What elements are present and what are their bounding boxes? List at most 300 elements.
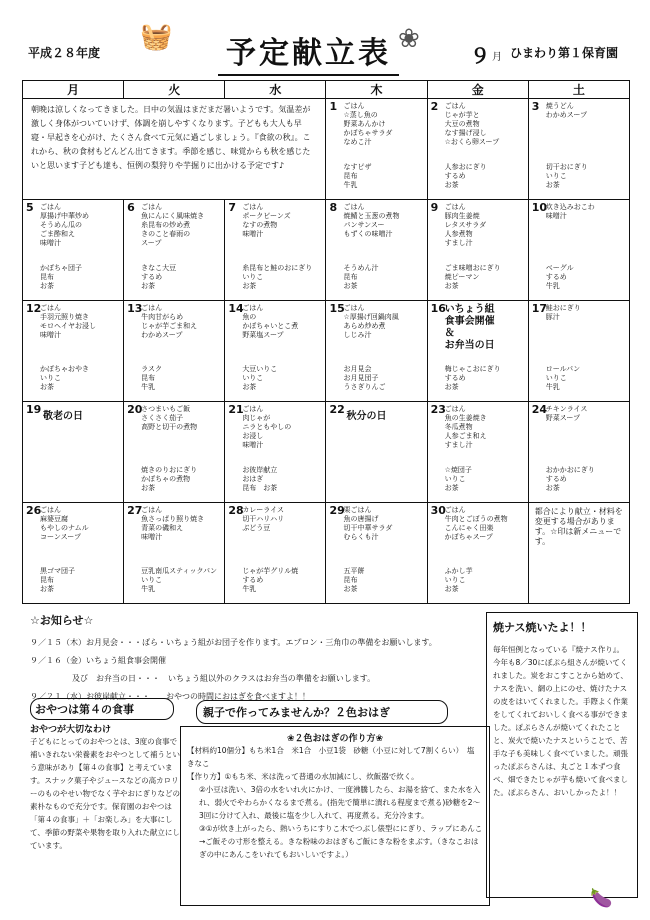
- day-cell: [528, 200, 629, 301]
- lunch-item: 厚揚げ中華炒め: [40, 212, 89, 220]
- snack-item: お茶: [444, 282, 459, 290]
- snack-item: 牛乳: [343, 181, 358, 189]
- snack-item: 焼きのりおにぎり: [141, 466, 198, 474]
- lunch-item: 野菜あんかけ: [343, 120, 386, 128]
- day-cell-content: [225, 200, 325, 300]
- lunch-menu: [445, 506, 526, 542]
- lunch-item: ごはん: [40, 506, 61, 514]
- lunch-item: わかめスープ: [545, 111, 588, 119]
- snack-item: お彼岸献立: [242, 466, 278, 474]
- day-cell-content: [23, 402, 123, 502]
- day-cell-content: [23, 301, 123, 401]
- day-cell-content: [326, 99, 426, 199]
- day-number: 7: [228, 201, 236, 214]
- lunch-item: さつまいもご飯: [141, 405, 191, 413]
- month-number: ９: [470, 44, 490, 68]
- lunch-menu: [141, 304, 222, 340]
- snack-item: お月見団子: [343, 374, 379, 382]
- snack-item: 昆布: [343, 273, 358, 281]
- special-event-line: ＆: [444, 328, 455, 339]
- lunch-item: チキンライス: [545, 405, 588, 413]
- lunch-menu: [445, 203, 526, 248]
- day-number: 14: [228, 302, 244, 315]
- snack-item: お茶: [545, 484, 560, 492]
- day-number: 28: [228, 504, 244, 517]
- lunch-item: パンサンスー: [343, 221, 385, 229]
- snack-item: いりこ: [242, 374, 264, 382]
- day-number: 17: [531, 302, 548, 315]
- snack-menu: [343, 264, 424, 291]
- lunch-item: こんにゃく田楽: [444, 524, 494, 532]
- snack-item: 大豆いりこ: [242, 365, 278, 373]
- day-cell-content: [529, 99, 629, 199]
- snack-item: するめ: [545, 475, 567, 483]
- day-cell-content: [124, 402, 224, 502]
- day-cell: [326, 99, 427, 200]
- lunch-item: 手羽元照り焼き: [40, 313, 89, 321]
- snack-menu: [242, 365, 323, 392]
- day-cell: [427, 503, 528, 604]
- snack-item: 焼ピーマン: [444, 273, 480, 281]
- lunch-item: そうめん瓜の: [40, 221, 82, 229]
- lunch-item: なすの煮物: [242, 221, 278, 229]
- day-number: 16: [430, 302, 446, 315]
- lunch-item: ☆おくら卵スープ: [444, 138, 500, 146]
- snack-item: 牛乳: [141, 585, 156, 593]
- snack-item: 牛乳: [141, 383, 156, 391]
- snack-item: お茶: [444, 585, 459, 593]
- lunch-item: 栗ごはん: [343, 506, 372, 514]
- ohagi-heading-box: [196, 700, 448, 724]
- lunch-item: 切干ハリハリ: [242, 515, 285, 523]
- snack-item: 糸昆布と鮭のおにぎり: [242, 264, 313, 272]
- day-number: 21: [228, 403, 244, 416]
- lunch-menu: [242, 203, 323, 239]
- snack-item: うさぎりんご: [343, 383, 386, 391]
- day-cell: [225, 301, 326, 402]
- lunch-item: ごま酢和え: [40, 230, 75, 238]
- weekday-fri: 金: [427, 81, 528, 99]
- day-number: 1: [329, 100, 338, 113]
- lunch-item: ☆厚揚げ回鍋肉風: [343, 313, 399, 321]
- lunch-menu: [546, 304, 627, 322]
- lunch-item: じゃが芋と: [444, 111, 480, 119]
- snack-menu: [546, 264, 627, 291]
- snack-item: するめ: [242, 576, 264, 584]
- lunch-menu: [141, 405, 222, 432]
- lunch-item: 青菜の磯和え: [141, 524, 184, 532]
- snack-item: 黒ゴマ団子: [40, 567, 75, 575]
- snack-menu: [343, 365, 424, 392]
- fiscal-year: 平成２８年度: [28, 46, 101, 60]
- snack-item: じゃが芋グリル焼: [242, 567, 299, 575]
- snack-item: お茶: [141, 484, 156, 492]
- lunch-menu: [546, 102, 627, 120]
- lunch-item: 牛肉とごぼうの煮物: [444, 515, 508, 523]
- lunch-item: 野菜スープ: [545, 414, 581, 422]
- snack-menu: [242, 264, 323, 291]
- day-cell-content: [428, 301, 528, 401]
- day-cell-content: [124, 301, 224, 401]
- day-cell: [528, 402, 629, 503]
- lunch-item: スープ: [141, 239, 162, 247]
- snack-menu: [343, 163, 424, 190]
- lunch-item: 冬瓜煮物: [444, 423, 473, 431]
- day-number: 6: [127, 201, 135, 214]
- lunch-item: なす揚げ浸し: [444, 129, 487, 137]
- day-cell: [427, 99, 528, 200]
- snack-item: 切干おにぎり: [545, 163, 588, 171]
- snack-item: お茶: [242, 282, 257, 290]
- snack-item: するめ: [141, 273, 163, 281]
- snack-item: お茶: [40, 585, 54, 593]
- lunch-item: 味噌汁: [40, 239, 61, 247]
- lunch-menu: [343, 506, 424, 542]
- day-number: 24: [531, 403, 548, 416]
- snack-item: いりこ: [40, 374, 61, 382]
- snack-item: お茶: [545, 181, 560, 189]
- day-number: 15: [329, 302, 345, 315]
- snack-item: かぼちゃ団子: [40, 264, 82, 272]
- lunch-item: すまし汁: [444, 239, 473, 247]
- snack-item: 昆布 お茶: [242, 484, 278, 492]
- snack-item: するめ: [545, 273, 567, 281]
- day-cell-content: [428, 200, 528, 300]
- holiday-label: 敬老の日: [43, 411, 83, 422]
- day-number: 5: [26, 201, 34, 214]
- lunch-item: ごはん: [40, 203, 61, 211]
- day-cell-content: [428, 503, 528, 603]
- day-number: 9: [430, 201, 439, 214]
- lunch-item: 味噌汁: [242, 441, 264, 449]
- snack-item: きなこ大豆: [141, 264, 177, 272]
- lunch-item: 野菜塩スープ: [242, 331, 284, 339]
- snack-menu: [445, 264, 526, 291]
- oyatsu-heading-box: [30, 698, 174, 720]
- day-cell-content: [124, 200, 224, 300]
- snack-item: 五平餅: [343, 567, 365, 575]
- day-cell-content: [326, 301, 426, 401]
- lunch-item: 切干中華サラダ: [343, 524, 393, 532]
- oyatsu-section: [30, 722, 180, 852]
- lunch-item: あらめ炒め煮: [343, 322, 386, 330]
- snack-menu: [546, 365, 627, 392]
- snack-item: おはぎ: [242, 475, 264, 483]
- yakinasu-body: 毎年恒例となっている『焼ナス作り』。今年も8／30にぼぷら組さんが焼いてくれました。炭をおこすことから始めて、ナスを洗い、網の上にのせ、焼けたナスの皮をはいてくれました。手際よく作業をしてくれておいしく食べる事ができました。ぽぷらさんが焼いてくれたことと、炭火で焼いたナスということで、苦手な子も美味しく食べていました。頑張ったぽぷらさんは、丸ごと１本ずつ食べ、畑できたじゃが芋も焼いて食べました。ぽぷらさん、おいしかったよ！！: [493, 645, 628, 797]
- yakinasu-box: [486, 612, 638, 898]
- snack-menu: [141, 567, 222, 594]
- snack-item: そうめん汁: [343, 264, 379, 272]
- snack-item: ☆焼団子: [444, 466, 472, 474]
- lunch-item: ごはん: [343, 102, 365, 110]
- snack-item: 昆布: [343, 576, 358, 584]
- snack-menu: [242, 466, 323, 493]
- day-cell: [326, 402, 427, 503]
- day-cell-content: [428, 99, 528, 199]
- day-cell-content: [529, 200, 629, 300]
- day-cell: [427, 301, 528, 402]
- snack-item: お茶: [444, 383, 459, 391]
- snack-menu: [445, 365, 526, 392]
- lunch-menu: [40, 506, 121, 542]
- snack-item: かぼちゃおやき: [40, 365, 89, 373]
- snack-menu: [141, 264, 222, 291]
- menu-change-note: 都合により献立・材料を変更する場合があります。☆印は新メニューです。: [534, 507, 623, 546]
- lunch-menu: [40, 304, 121, 340]
- snack-item: 豆乳南瓜スティックパン: [141, 567, 218, 575]
- snack-item: お茶: [444, 181, 459, 189]
- lunch-menu: [242, 304, 323, 340]
- lunch-item: 人参煮物: [444, 230, 473, 238]
- snack-menu: [546, 466, 627, 493]
- day-cell: [528, 503, 629, 604]
- snack-menu: [40, 567, 121, 594]
- ohagi-step3: ③①が炊き上がったら、熱いうちにすりこ木でつぶし俵型ににぎり、ラップにあんこ→ご飯その寸形を整える。きな粉味のおはぎもご飯にきな粉をまぶす。（きなこおはぎの中にあんこをいれてもおいしいですよ。）: [199, 824, 483, 859]
- lunch-item: 味噌汁: [545, 212, 567, 220]
- lunch-item: かぼちゃスープ: [444, 533, 493, 541]
- snack-item: お茶: [40, 282, 54, 290]
- lunch-item: ごはん: [242, 203, 264, 211]
- lunch-item: カレーライス: [242, 506, 285, 514]
- lunch-item: ☆蒸し魚の: [343, 111, 378, 119]
- day-cell: [427, 200, 528, 301]
- day-number: 29: [329, 504, 345, 517]
- day-cell: [326, 301, 427, 402]
- snack-item: なすピザ: [343, 163, 372, 171]
- lunch-item: 魚の: [242, 313, 257, 321]
- snack-item: お茶: [141, 282, 156, 290]
- snack-item: ベーグル: [545, 264, 574, 272]
- special-event-line: いちょう組: [444, 304, 495, 315]
- eggplant-icon: 🍆: [590, 888, 613, 909]
- day-cell: [124, 402, 225, 503]
- snack-menu: [141, 365, 222, 392]
- ohagi-ingredients: 【材料約10個分】もち米1合 米1合 小豆1袋 砂糖（小豆に対して7割くらい） 塩 きなこ: [187, 746, 482, 768]
- lunch-item: かぼちゃサラダ: [343, 129, 393, 137]
- lunch-item: しじみ汁: [343, 331, 372, 339]
- week-row: [23, 200, 630, 301]
- week-row: [23, 402, 630, 503]
- lunch-item: 魚にんにく風味焼き: [141, 212, 205, 220]
- snack-item: お茶: [40, 383, 54, 391]
- snack-item: お月見会: [343, 365, 372, 373]
- special-event-line: 食事会開催: [444, 316, 495, 327]
- day-cell-content: [529, 301, 629, 401]
- day-cell: [427, 402, 528, 503]
- snack-item: 梅じゃこおにぎり: [444, 365, 501, 373]
- day-cell: [124, 503, 225, 604]
- lunch-item: 味噌汁: [242, 230, 264, 238]
- lunch-item: なめこ汁: [343, 138, 372, 146]
- day-cell-content: [529, 503, 629, 603]
- lunch-item: ごはん: [141, 506, 163, 514]
- lunch-item: 魚の唐揚げ: [343, 515, 379, 523]
- lunch-item: ごはん: [444, 203, 466, 211]
- lunch-item: ごはん: [343, 304, 365, 312]
- day-cell: [326, 200, 427, 301]
- day-cell: [124, 200, 225, 301]
- snack-item: おかかおにぎり: [545, 466, 595, 474]
- day-cell-content: [326, 402, 426, 502]
- lunch-item: 大豆の煮物: [444, 120, 480, 128]
- ohagi-recipe-box: [180, 726, 490, 906]
- lunch-item: 魚の生姜焼き: [444, 414, 487, 422]
- lunch-item: 豚汁: [545, 313, 560, 321]
- lunch-item: ごはん: [444, 405, 466, 413]
- snack-item: ロールパン: [545, 365, 581, 373]
- notice-item: 及び お弁当の日・・・ いちょう組以外のクラスはお弁当の準備をお願いします。: [72, 674, 376, 683]
- lunch-item: もずくの味噌汁: [343, 230, 393, 238]
- day-cell-content: [23, 503, 123, 603]
- day-number: 12: [26, 302, 42, 315]
- lunch-item: 味噌汁: [141, 533, 163, 541]
- lunch-item: 糸昆布の炒め煮: [141, 221, 191, 229]
- snack-item: 牛乳: [545, 383, 560, 391]
- day-cell: [326, 503, 427, 604]
- lunch-item: じゃが芋ごま和え: [141, 322, 198, 330]
- day-cell: [225, 402, 326, 503]
- day-cell: [225, 200, 326, 301]
- weekday-sat: 土: [528, 81, 629, 99]
- weekday-header-row: [23, 81, 630, 99]
- lunch-item: 味噌汁: [40, 331, 61, 339]
- lunch-menu: [343, 102, 424, 147]
- snack-item: お茶: [444, 484, 459, 492]
- day-cell: [124, 301, 225, 402]
- snack-item: するめ: [444, 172, 466, 180]
- day-cell: [23, 200, 124, 301]
- snack-menu: [445, 163, 526, 190]
- day-cell: [528, 99, 629, 200]
- lunch-menu: [445, 102, 526, 147]
- snack-item: お茶: [343, 585, 358, 593]
- day-number: 2: [430, 100, 439, 113]
- snack-item: するめ: [444, 374, 466, 382]
- day-cell-content: [326, 200, 426, 300]
- snack-item: 昆布: [343, 172, 358, 180]
- greeting-message: 朝晩は涼しくなってきました。日中の気温はまだまだ暑いようです。気温差が激しく身体がついていけず、体調を崩しやすくなります。子どもも大人も早寝・早起きを心がけ、たくさん食べて元気に過ごしましょう。『食欲の秋』。これから、秋の食材もどんどん出てきます。季節を感じ、味覚からも秋を感じたいと思います子ども達も、恒例の梨狩りや芋掘りに出かける予定です♪: [31, 105, 311, 170]
- weekday-thu: 木: [326, 81, 427, 99]
- weekday-wed: 水: [225, 81, 326, 99]
- lunch-item: ごはん: [40, 304, 61, 312]
- oyatsu-body: 子どもにとってのおやつとは、3度の食事で補いきれない栄養素をおやつとして補うという意味があり【第４の食事】と考えています。スナック菓子やジュースなどの高カロリーのものやせい物でなく芋やおにぎりなどの素朴なもので充分です。保育園のおやつは「第４の食事」＋「お楽しみ」を大事にして、季節の野菜や果物を取り入れた献立にしています。: [30, 737, 180, 850]
- snack-menu: [40, 264, 121, 291]
- day-cell-content: [225, 402, 325, 502]
- holiday-label: 秋分の日: [346, 411, 387, 422]
- snack-item: 人参おにぎり: [444, 163, 487, 171]
- lunch-menu: [242, 506, 323, 533]
- day-cell: [23, 402, 124, 503]
- day-cell: [225, 503, 326, 604]
- lunch-menu: [40, 203, 121, 248]
- day-cell-content: [225, 301, 325, 401]
- day-number: 19: [26, 403, 42, 416]
- lunch-item: もやしのナムル: [40, 524, 89, 532]
- day-number: 20: [127, 403, 143, 416]
- lunch-item: ニラともやしの: [242, 423, 292, 431]
- notice-item: ９／２１（水）お彼岸献立・・・ おやつの時間におはぎを食べますよ！！: [30, 692, 310, 701]
- snack-menu: [343, 567, 424, 594]
- lunch-menu: [343, 203, 424, 239]
- lunch-item: きのこと春雨の: [141, 230, 191, 238]
- lunch-item: 炊き込みおこわ: [545, 203, 595, 211]
- snack-item: ふかし芋: [444, 567, 473, 575]
- ohagi-recipe-title: ❀２色おはぎの作り方❀: [286, 734, 384, 744]
- lunch-item: ポークビーンズ: [242, 212, 291, 220]
- lunch-item: 人参ごま和え: [444, 432, 487, 440]
- lunch-item: 麻婆豆腐: [40, 515, 68, 523]
- lunch-item: 鮭おにぎり: [545, 304, 581, 312]
- lunch-menu: [546, 203, 627, 221]
- day-number: 13: [127, 302, 143, 315]
- day-cell: [23, 301, 124, 402]
- lunch-menu: [141, 203, 222, 248]
- lunch-item: 肉じゃが: [242, 414, 271, 422]
- oyatsu-heading: おやつは第４の食事: [35, 703, 134, 716]
- school-name: ひまわり第１保育園: [510, 46, 619, 60]
- weekday-tue: 火: [124, 81, 225, 99]
- day-number: 10: [531, 201, 548, 214]
- lunch-item: 魚さっぱり照り焼き: [141, 515, 205, 523]
- snack-item: 牛乳: [545, 282, 560, 290]
- lunch-menu: [141, 506, 222, 542]
- notice-section: [30, 612, 470, 706]
- weekday-mon: 月: [23, 81, 124, 99]
- oyatsu-subheading: おやつが大切なわけ: [30, 725, 112, 735]
- lunch-menu: [445, 405, 526, 450]
- day-cell: [528, 301, 629, 402]
- fruit-basket-icon: 🧺: [140, 22, 173, 52]
- snack-menu: [141, 466, 222, 493]
- snack-item: お茶: [343, 282, 358, 290]
- snack-item: ラスク: [141, 365, 162, 373]
- lunch-item: ごはん: [242, 405, 264, 413]
- notice-item: ９／１６（金）いちょう組食事会開催: [30, 656, 166, 665]
- lunch-item: 高野と切干の煮物: [141, 423, 198, 431]
- snack-menu: [40, 365, 121, 392]
- day-cell-content: [124, 503, 224, 603]
- lunch-item: むらくも汁: [343, 533, 379, 541]
- flower-icon: ❀: [398, 24, 420, 54]
- snack-item: いりこ: [242, 273, 264, 281]
- snack-menu: [445, 567, 526, 594]
- lunch-item: モロヘイヤお浸し: [40, 322, 96, 330]
- lunch-item: 焼鯖と玉葱の煮物: [343, 212, 400, 220]
- notice-item: ９／１５（木）お月見会・・・ばら・いちょう組がお団子を作ります。エプロン・三角巾の準備をお願いします。: [30, 638, 437, 647]
- lunch-item: ごはん: [242, 304, 264, 312]
- notice-title: ☆お知らせ☆: [30, 614, 94, 627]
- snack-item: かぼちゃの煮物: [141, 475, 191, 483]
- lunch-item: すまし汁: [444, 441, 473, 449]
- lunch-item: レタスサラダ: [444, 221, 487, 229]
- day-number: 27: [127, 504, 143, 517]
- day-cell-content: [23, 200, 123, 300]
- day-cell-content: [225, 503, 325, 603]
- month-unit: 月: [492, 52, 502, 63]
- day-cell-content: [326, 503, 426, 603]
- menu-calendar: [22, 80, 630, 604]
- lunch-item: さくさく茄子: [141, 414, 184, 422]
- day-number: 26: [26, 504, 42, 517]
- lunch-item: かぼちゃいとこ煮: [242, 322, 299, 330]
- lunch-item: コーンスープ: [40, 533, 81, 541]
- special-event: [445, 304, 526, 352]
- lunch-item: ごはん: [444, 102, 466, 110]
- week-row: [23, 301, 630, 402]
- day-number: 8: [329, 201, 338, 214]
- yakinasu-heading: 焼ナス焼いたよ！！: [493, 621, 592, 634]
- lunch-item: 豚肉生姜焼: [444, 212, 480, 220]
